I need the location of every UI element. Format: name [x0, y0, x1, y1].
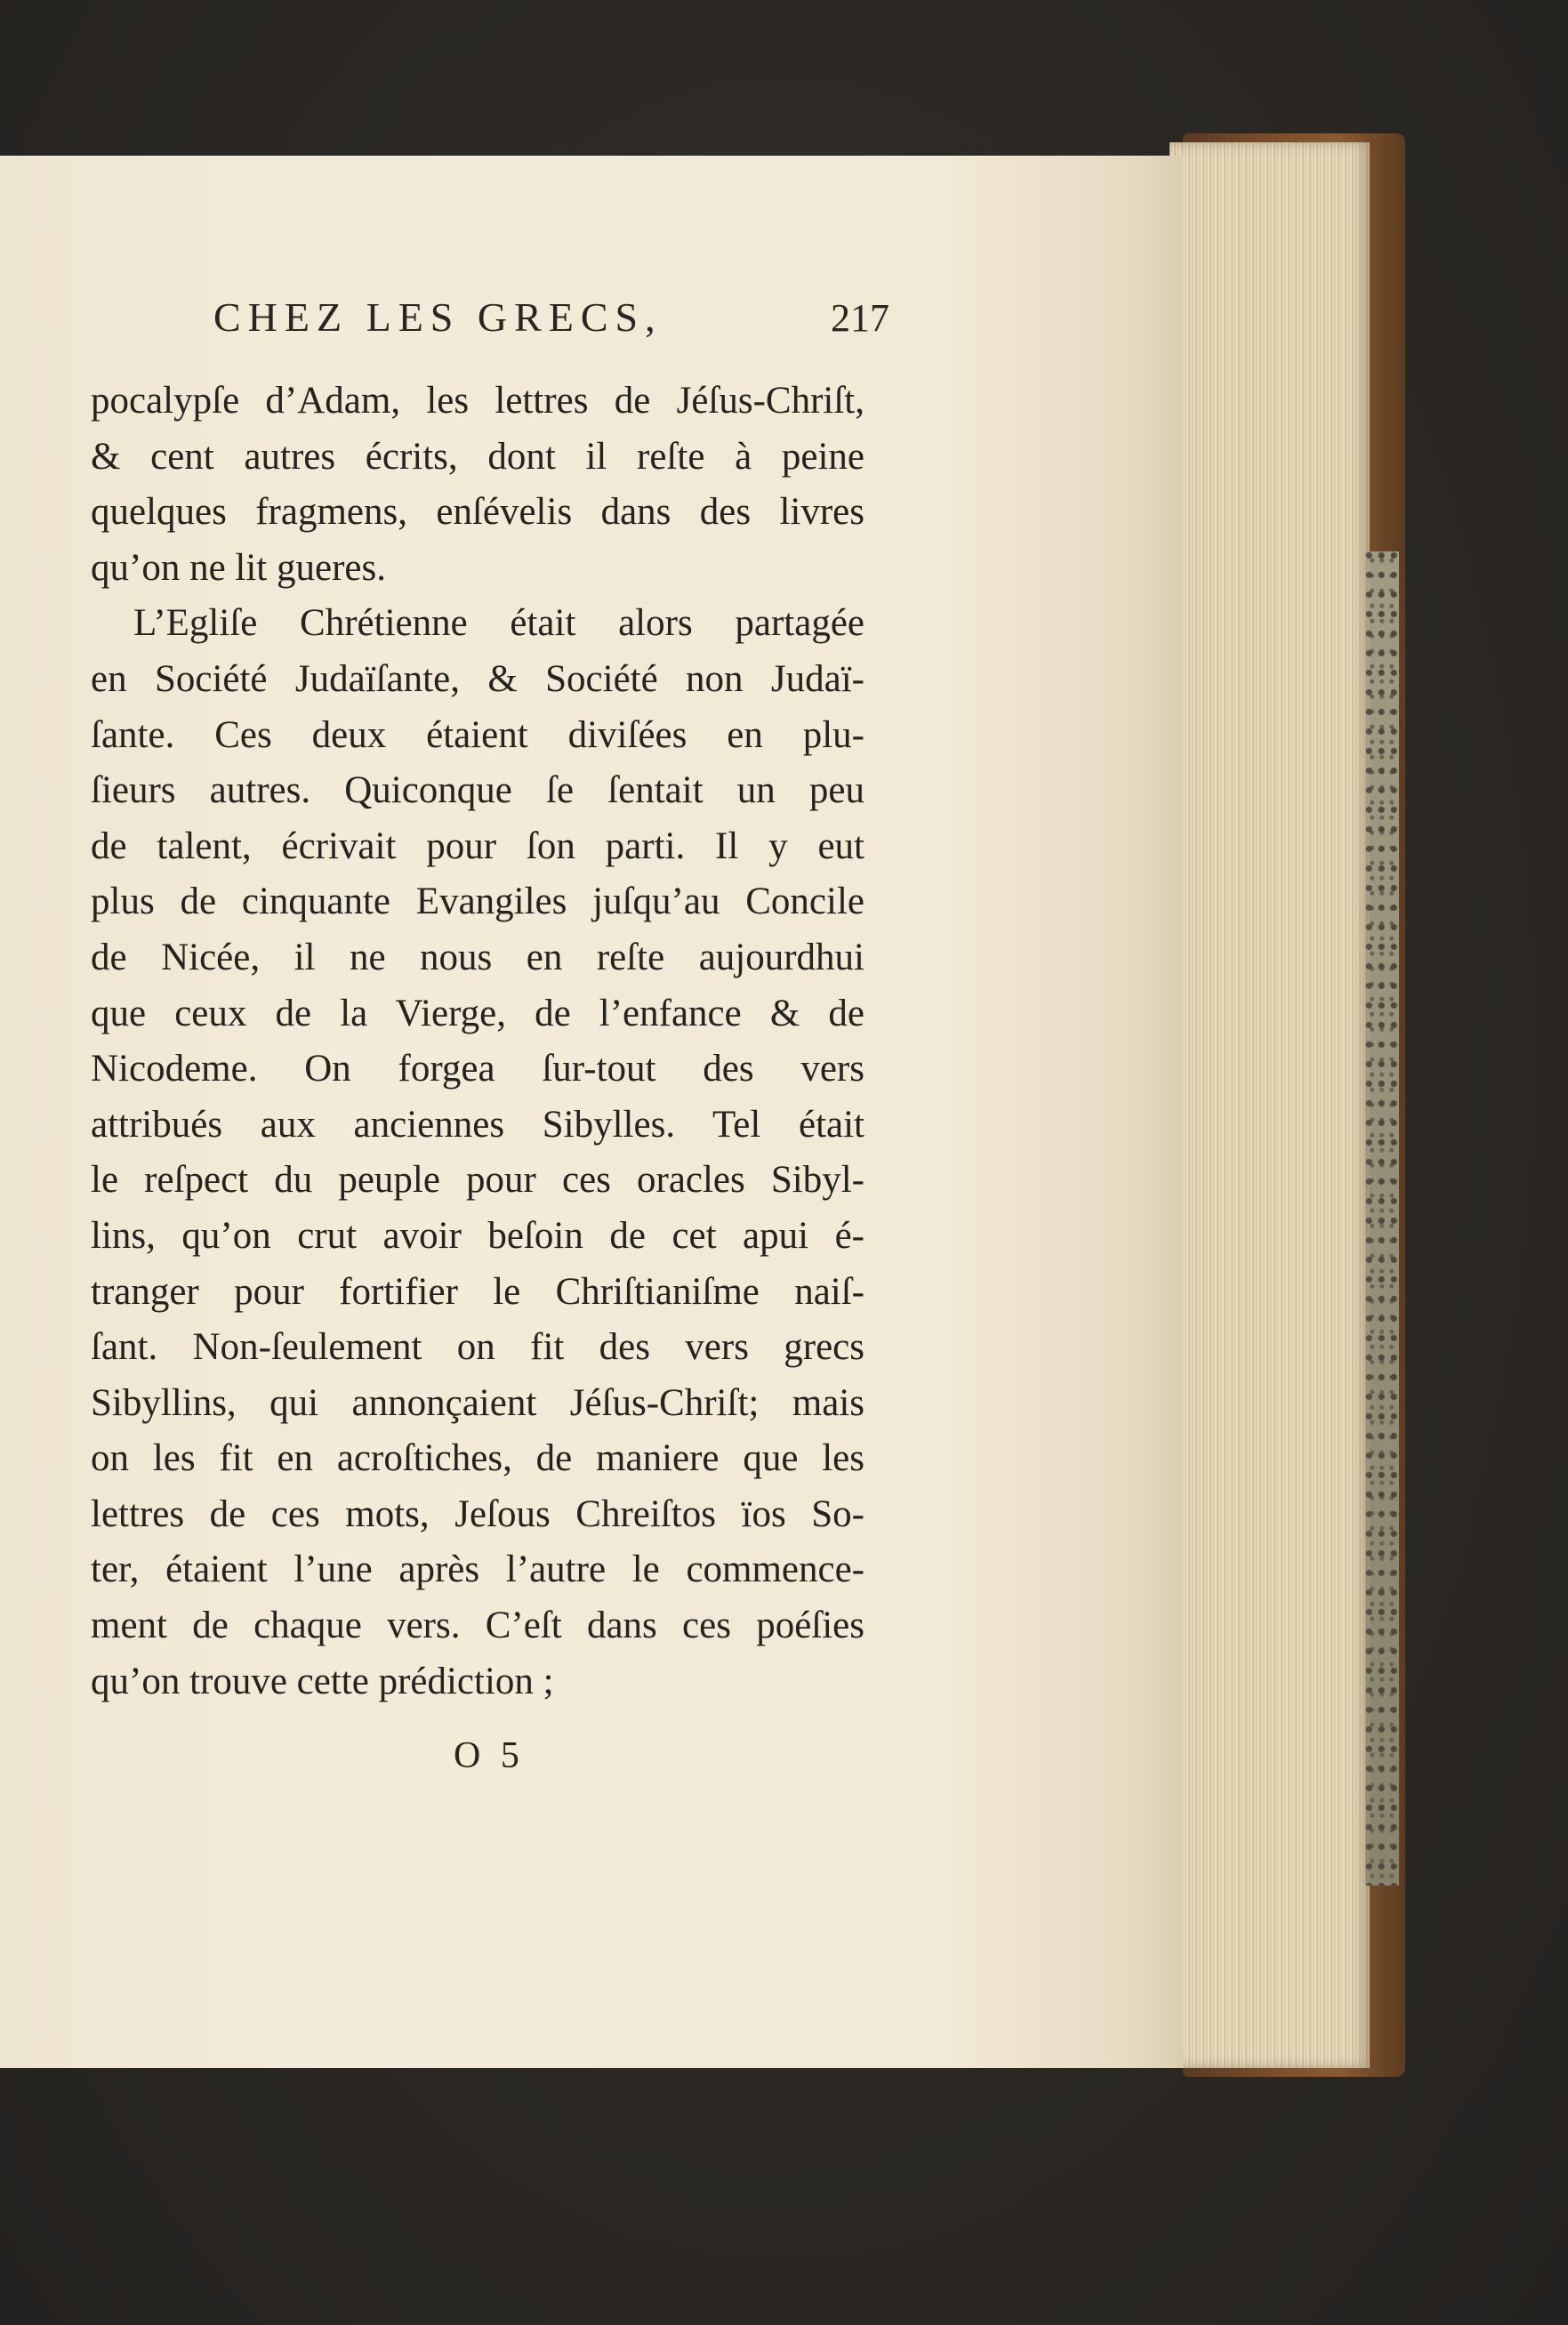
text-line: lins, qu’on crut avoir beſoin de cet apui é- [91, 1214, 864, 1257]
text-line: qu’on trouve cette prédiction ; [91, 1660, 554, 1702]
text-line: attribués aux anciennes Sibylles. Tel était [91, 1103, 864, 1146]
text-line: ſieurs autres. Quiconque ſe ſentait un peu [91, 769, 864, 812]
running-head: CHEZ LES GRECS, [213, 294, 663, 340]
text-line: ment de chaque vers. C’eſt dans ces poéſies [91, 1605, 864, 1647]
text-line: tranger pour fortifier le Chriſtianiſme naiſ- [91, 1270, 864, 1313]
text-line: on les fit en acroſtiches, de maniere que les [91, 1437, 864, 1480]
text-line: que ceux de la Vierge, de l’enfance & de [91, 992, 864, 1034]
text-line: ter, étaient l’une après l’autre le commence- [91, 1549, 864, 1591]
text-line: pocalypſe d’Adam, les lettres de Jéſus-Chriſt, [91, 380, 864, 422]
body-text [91, 374, 864, 1710]
text-line: qu’on ne lit gueres. [91, 546, 386, 589]
text-line: en Société Judaïſante, & Société non Judaï- [91, 657, 864, 700]
signature-mark: O 5 [454, 1735, 525, 1776]
page-number: 217 [831, 296, 889, 340]
text-line: Nicodeme. On forgea ſur-tout des vers [91, 1048, 864, 1090]
text-line: L’Egliſe Chrétienne était alors partagée [133, 602, 864, 645]
text-line: & cent autres écrits, dont il reſte à peine [91, 435, 864, 478]
text-line: de Nicée, il ne nous en reſte aujourdhui [91, 936, 864, 978]
text-line: le reſpect du peuple pour ces oracles Sibyl- [91, 1159, 864, 1202]
text-line: plus de cinquante Evangiles juſqu’au Concile [91, 881, 864, 923]
text-line: ſant. Non-ſeulement on fit des vers grecs [91, 1326, 864, 1369]
text-line: ſante. Ces deux étaient diviſées en plu- [91, 713, 864, 756]
text-line: quelques fragmens, enſévelis dans des livres [91, 491, 864, 534]
text-line: lettres de ces mots, Jeſous Chreiſtos ïos So- [91, 1492, 864, 1535]
marbled-edge [1365, 551, 1399, 1886]
page-header [213, 294, 889, 347]
text-line: Sibyllins, qui annonçaient Jéſus-Chriſt; mais [91, 1381, 864, 1424]
text-line: de talent, écrivait pour ſon parti. Il y eut [91, 825, 864, 867]
page-edges [1170, 142, 1370, 2068]
